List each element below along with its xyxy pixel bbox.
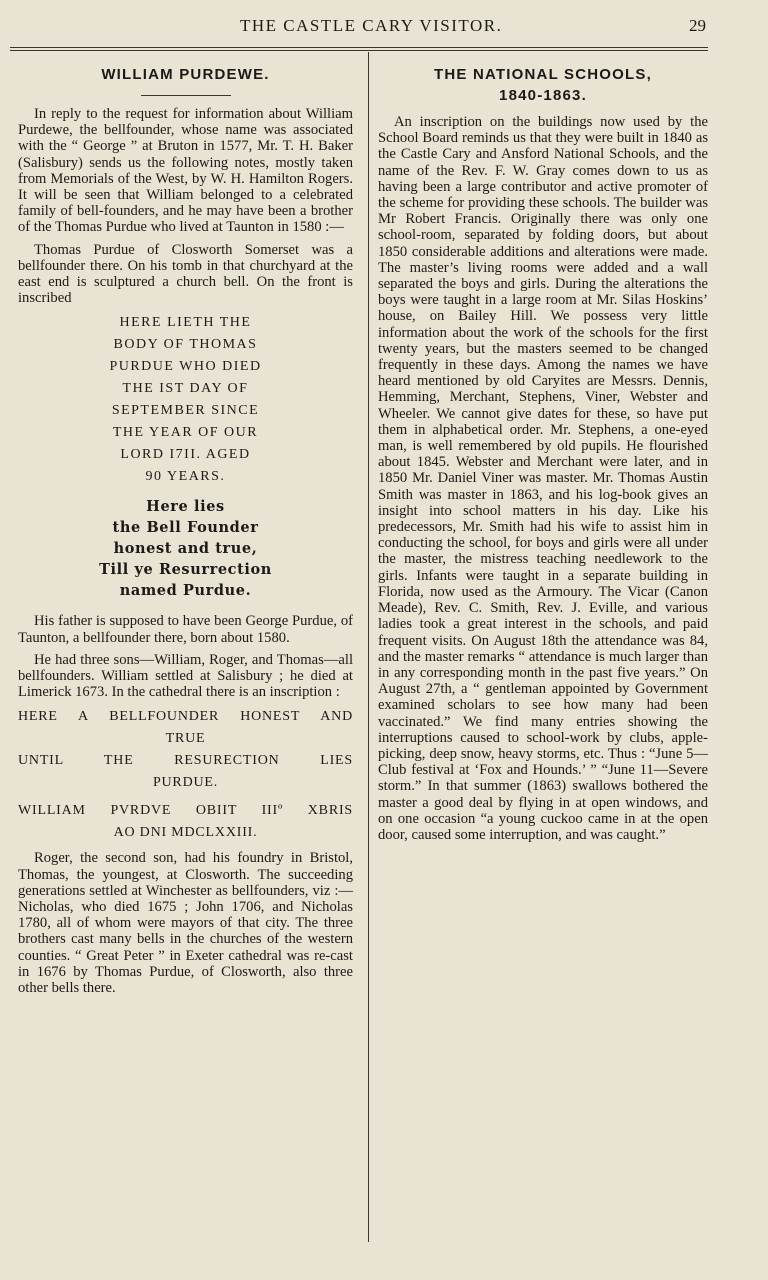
- inscription-line: the Bell Founder: [112, 519, 259, 537]
- inscription-line: LORD I7II. AGED: [120, 447, 251, 463]
- cathedral-inscription: [18, 706, 353, 794]
- paragraph: Thomas Purdue of Closworth Somerset was a bellfounder there. On his tomb in that churchyard at the east end is sculptured a church bell. On the front is inscribed: [18, 241, 353, 307]
- title-line: THE NATIONAL SCHOOLS,: [434, 66, 652, 83]
- inscription-line: named Purdue.: [119, 582, 252, 600]
- title-rule: [141, 95, 231, 96]
- inscription-line: THE YEAR OF OUR: [112, 425, 259, 441]
- inscription-line: HERE A BELLFOUNDER HONEST AND: [18, 709, 353, 725]
- inscription-line: WILLIAM PVRDVE OBIIT IIIº XBRIS: [18, 803, 353, 819]
- title-line: 1840-1863.: [499, 87, 587, 104]
- inscription-line: 90 YEARS.: [145, 469, 226, 485]
- inscription-line: UNTIL THE RESURECTION LIES: [18, 753, 353, 769]
- blackletter-inscription: [18, 496, 353, 601]
- header-rule: [10, 47, 708, 51]
- paragraph: He had three sons—William, Roger, and Thomas—all bellfounders. William settled at Salisbury ; he died at Limerick 1673. In the cathedral there is an inscription :: [18, 651, 353, 701]
- inscription-line: honest and true,: [113, 540, 258, 558]
- left-column: [18, 60, 353, 1002]
- inscription-line: PURDUE WHO DIED: [109, 359, 262, 375]
- tomb-inscription: [18, 312, 353, 488]
- inscription-line: SEPTEMBER SINCE: [111, 403, 260, 419]
- inscription-line: Here lies: [146, 498, 225, 516]
- paragraph: Roger, the second son, had his foundry in Bristol, Thomas, the youngest, at Closworth. The succeeding generations settled at Winchester as bellfounders, viz :—Nicholas, who died 1675 ; John 1706, and Nicholas 1780, all of whom were mayors of that city. The three brothers cast many bells in the churches of the western counties. “ Great Peter ” in Exeter cathedral was re-cast in 1676 by Thomas Purdue, of Closworth, also three other bells there.: [18, 850, 353, 997]
- inscription-line: PURDUE.: [152, 775, 219, 791]
- inscription-line: TRUE: [165, 731, 206, 747]
- paragraph: His father is supposed to have been George Purdue, of Taunton, a bellfounder there, born about 1580.: [18, 613, 353, 646]
- page-number: 29: [689, 16, 706, 35]
- right-column: [378, 60, 708, 849]
- inscription-line: BODY OF THOMAS: [113, 337, 258, 353]
- inscription-line: THE IST DAY OF: [122, 381, 249, 397]
- inscription-line: Till ye Resurrection: [99, 561, 272, 579]
- running-title: THE CASTLE CARY VISITOR.: [240, 16, 503, 35]
- paragraph: In reply to the request for information about William Purdewe, the bellfounder, whose name was associated with the “ George ” at Bruton in 1577, Mr. T. H. Baker (Salisbury) sends us the following notes, mostly taken from Memorials of the West, by W. H. Hamilton Rogers. It will be seen that William belonged to a celebrated family of bell-founders, and he may have been a brother of the Thomas Purdue who lived at Taunton in 1580 :—: [18, 106, 353, 236]
- latin-inscription: [18, 800, 353, 844]
- inscription-line: HERE LIETH THE: [119, 315, 252, 331]
- paragraph: An inscription on the buildings now used by the School Board reminds us that they were built in 1840 as the Castle Cary and Ansford National Schools, and the name of the Rev. F. W. Gray comes down to us as having been a large contributor and active promoter of the scheme for providing these schools. The builder was Mr Robert Francis. Originally there was only one school-room, separated by folding doors, but about 1850 considerable additions and alterations were made. The master’s living rooms were added and a wall separated the boys and girls. During the alterations the boys were taught in a large room at Mr. Silas Hoskins’ house, on Bailey Hill. We possess very little information about the work of the schools for the first twenty years, but the masters seemed to be changed frequently in these days. Among the names we have heard mentioned by old Caryites are Messrs. Dennis, Hemming, Merchant, Stephens, Viner, Webster and Wheeler. We cannot give dates for these, so have put them in alphabetical order. Mr. Stephens, a one-eyed man, is well remembered by old pupils. He flourished about 1845. Webster and Merchant were later, and in 1850 Mr. Daniel Viner was master. Mr. Thomas Austin Smith was master in 1863, and his log-book gives an insight into school matters in his day. Like his predecessors, Mr. Smith had his wife to assist him in conducting the school, for boys and girls were all under the master, the mistress teaching needlework to the girls. Infants were taught in a separate building in Florida, now used as the Armoury. The Vicar (Canon Meade), Rev. C. Smith, Rev. J. Eville, and various ladies took a great interest in the schools, and paid frequent visits. On August 18th the attendance was 84, and the master remarks “ attendance is much larger than in any corresponding month in the past five years.” On August 27th, a “ gentleman appointed by Government examined scholars to see how many had been vaccinated.” We find many entries showing the interruptions caused to school-work by clubs, apple-picking, deep snow, heavy storms, etc. Thus : “June 5—Club festival at ‘Fox and Hounds.’ ” “June 11—Severe storm.” In that summer (1863) swallows bothered the master a good deal by flying in at open windows, and on one occasion “a young cuckoo came in at the open door, caused some interruption, and was caught.”: [378, 114, 708, 843]
- article-title-purdewe: WILLIAM PURDEWE.: [101, 66, 270, 83]
- page-header: [0, 14, 768, 44]
- article-title-national-schools: [378, 64, 708, 106]
- inscription-line: AO DNI MDCLXXIII.: [113, 825, 258, 841]
- column-divider: [368, 52, 369, 1242]
